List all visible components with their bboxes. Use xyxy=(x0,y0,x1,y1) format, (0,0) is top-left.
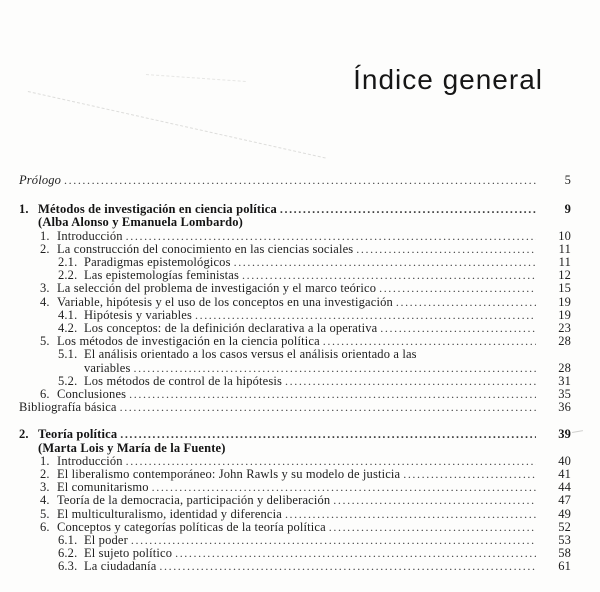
entry-number: 5. xyxy=(40,506,50,521)
entry-number: 2. xyxy=(40,241,50,256)
entry-number: 5. xyxy=(40,334,50,349)
entry-text: variables xyxy=(84,360,131,375)
entry-number: 5.2. xyxy=(58,373,78,388)
entry-number: 6. xyxy=(40,387,50,402)
dot-leader xyxy=(234,256,536,269)
page-number: 58 xyxy=(558,546,571,561)
dot-leader xyxy=(126,230,536,243)
page-number: 9 xyxy=(564,202,571,217)
toc-entry xyxy=(0,230,571,243)
toc-entry xyxy=(0,428,571,441)
entry-number: 4. xyxy=(40,493,50,508)
entry-text: Métodos de investigación en ciencia política xyxy=(38,202,277,217)
entry-number: 2.2. xyxy=(58,268,78,283)
toc-entry xyxy=(0,508,571,521)
dot-leader xyxy=(159,560,536,573)
toc-entry xyxy=(0,442,571,455)
entry-text: Conceptos y categorías políticas de la teoría política xyxy=(57,519,326,534)
page-number: 12 xyxy=(558,268,571,283)
entry-text: La selección del problema de investigación y el marco teórico xyxy=(57,281,377,296)
entry-text: La construcción del conocimiento en las ciencias sociales xyxy=(57,241,354,256)
page-number: 44 xyxy=(558,480,571,495)
entry-text: Introducción xyxy=(57,228,123,243)
dot-leader xyxy=(131,534,536,547)
toc-entry xyxy=(0,494,571,507)
toc-entry xyxy=(0,401,571,414)
toc-entry xyxy=(0,560,571,573)
entry-text: El poder xyxy=(84,533,128,548)
page-number: 61 xyxy=(558,559,571,574)
entry-number: 3. xyxy=(40,281,50,296)
entry-text: Prólogo xyxy=(19,173,62,187)
page-number: 28 xyxy=(558,360,571,375)
dot-leader xyxy=(64,174,536,187)
dot-leader xyxy=(280,203,536,216)
dot-leader xyxy=(175,547,536,560)
entry-text: El sujeto político xyxy=(84,546,173,561)
entry-text: Variable, hipótesis y el uso de los conceptos en una investigación xyxy=(57,294,393,309)
page-number: 41 xyxy=(558,467,571,482)
entry-number: 1. xyxy=(40,453,50,468)
dot-leader xyxy=(285,375,536,388)
page-number: 53 xyxy=(558,533,571,548)
entry-number: 4. xyxy=(40,294,50,309)
page-number: 5 xyxy=(564,173,571,187)
toc-list xyxy=(0,174,600,574)
entry-text: El análisis orientado a los casos versus el análisis orientado a las xyxy=(84,347,417,362)
entry-number: 4.2. xyxy=(58,321,78,336)
dot-leader xyxy=(333,494,536,507)
page-number: 36 xyxy=(558,400,571,415)
entry-text: Los métodos de investigación en la ciencia política xyxy=(57,334,320,349)
entry-number: 2. xyxy=(40,467,50,482)
dot-leader xyxy=(396,296,536,309)
entry-text: (Alba Alonso y Emanuela Lombardo) xyxy=(38,215,243,230)
entry-text: Los conceptos: de la definición declarativa a la operativa xyxy=(84,321,378,336)
dot-leader xyxy=(120,401,536,414)
entry-number: 4.1. xyxy=(58,307,78,322)
toc-entry xyxy=(0,362,571,375)
entry-text: Los métodos de control de la hipótesis xyxy=(84,373,283,388)
entry-text: (Marta Lois y María de la Fuente) xyxy=(38,440,226,455)
dot-leader xyxy=(133,362,536,375)
page-number: 49 xyxy=(558,506,571,521)
page-number: 31 xyxy=(558,373,571,388)
entry-number: 1. xyxy=(40,228,50,243)
page-number: 28 xyxy=(558,334,571,349)
entry-number: 6.3. xyxy=(58,559,78,574)
toc-entry xyxy=(0,174,571,187)
page-number: 23 xyxy=(558,321,571,336)
dot-leader xyxy=(356,243,536,256)
scan-scratch-line xyxy=(28,91,326,159)
entry-number: 5.1. xyxy=(58,347,78,362)
page-number: 11 xyxy=(558,255,571,270)
page-number: 40 xyxy=(558,453,571,468)
toc-entry xyxy=(0,296,571,309)
toc-entry xyxy=(0,348,571,361)
entry-number: 6. xyxy=(40,519,50,534)
entry-number: 2.1. xyxy=(58,255,78,270)
dot-leader xyxy=(403,468,536,481)
dot-leader xyxy=(129,388,536,401)
page-number: 52 xyxy=(558,519,571,534)
entry-text: Introducción xyxy=(57,453,123,468)
entry-text: El comunitarismo xyxy=(57,480,149,495)
entry-number: 2. xyxy=(19,427,29,442)
dot-leader xyxy=(120,428,536,441)
page-number: 11 xyxy=(558,241,571,256)
entry-text: El liberalismo contemporáneo: John Rawls y su modelo de justicia xyxy=(57,467,401,482)
page-title: Índice general xyxy=(353,64,543,95)
entry-text: Conclusiones xyxy=(57,387,127,402)
entry-text: Las epistemologías feministas xyxy=(84,268,240,283)
toc-entry xyxy=(0,216,571,229)
dot-leader xyxy=(379,282,536,295)
entry-text: Teoría de la democracia, participación y deliberación xyxy=(57,493,331,508)
entry-text: Bibliografía básica xyxy=(19,400,117,415)
entry-number: 6.2. xyxy=(58,546,78,561)
entry-text: El multiculturalismo, identidad y diferencia xyxy=(57,506,282,521)
page-number: 19 xyxy=(558,307,571,322)
entry-text: Paradigmas epistemológicos xyxy=(84,255,231,270)
entry-number: 6.1. xyxy=(58,533,78,548)
page-number: 35 xyxy=(558,387,571,402)
dot-leader xyxy=(285,508,536,521)
entry-text: Teoría política xyxy=(38,427,118,442)
dot-leader xyxy=(380,322,536,335)
toc-entry xyxy=(0,282,571,295)
page-number: 19 xyxy=(558,294,571,309)
entry-number: 3. xyxy=(40,480,50,495)
page-number: 15 xyxy=(558,281,571,296)
entry-text: Hipótesis y variables xyxy=(84,307,192,322)
page-number: 47 xyxy=(558,493,571,508)
page-number: 39 xyxy=(558,427,571,442)
dot-leader xyxy=(329,521,536,534)
entry-number: 1. xyxy=(19,202,29,217)
page-number: 10 xyxy=(558,228,571,243)
entry-text: La ciudadanía xyxy=(84,559,157,574)
